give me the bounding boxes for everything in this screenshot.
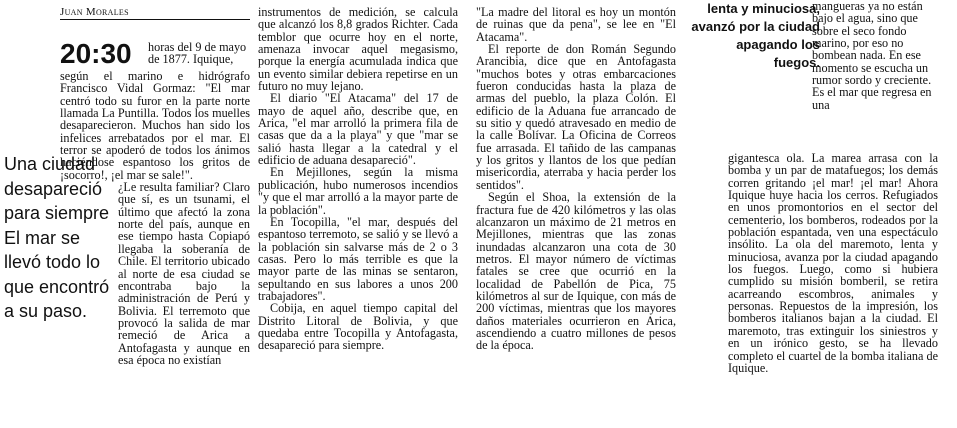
column-4-top: mangueras ya no están bajo el agua, sino que sobre el seco fondo marino, por eso no bombean nada. En ese momento se escucha un rumor sordo y creciente. Es el mar que regresa en una xyxy=(812,0,932,112)
col2-paragraph-1: instrumentos de medición, se calcula que alcanzó los 8,8 grados Richter. Cada temblor que ocurre hoy en el norte, amenaza invocar aquel megasismo, porque la energía acumulada indica que un evento similar debiera repetirse en un futuro no muy lejano. xyxy=(258,5,458,94)
col3-paragraph-2: El reporte de don Román Segundo Arancibia, dice que en Antofagasta "muchos botes y otras embarcaciones fueron conducidas hasta la plaza de armas del pueblo, la plaza Colón. El edificio de la Aduana fue arrancado de su sitio y quedó atravesado en medio de la calle Bolívar. La Oficina de Correos fue arrasada. El tañido de las campanas y los gritos y llantos de los que pedían misericordia, aterraba y hacia perder los sentidos". xyxy=(476,42,676,192)
column-3 xyxy=(476,6,676,352)
col2-paragraph-2: El diario "El Atacama" del 17 de mayo de aquel año, describe que, en Arica, "el mar arrolló la primera fila de casas que da a la playa" y que "mar se salió hasta llegar a la catedral y el edificio de aduana desapareció". xyxy=(258,91,458,168)
col2-paragraph-5: Cobija, en aquel tiempo capital del Distrito Litoral de Bolivia, y que quedaba entre Tocopilla y Antofagasta, desapareció para siempre. xyxy=(258,301,458,353)
subheading-quote: lenta y minuciosa, avanzó por la ciudad apagando los fuegos. xyxy=(691,1,820,70)
pull-quote: Una ciudad desapareció para siempre El mar se llevó todo lo que encontró a su paso. xyxy=(4,154,110,321)
column-2 xyxy=(258,6,458,352)
col1-paragraph-1: según el marino e hidrógrafo Francisco Vidal Gormaz: "El mar centró todo su furor en la parte norte llamada La Puntilla. Todos los muelles desaparecieron. Muchos han sido los infelices arrebatados por el mar. El terror se apoderó de todos los ánimos haciéndose espantoso los gritos de ¡socorro!, ¡el mar se sale!". xyxy=(60,69,250,182)
column-4 xyxy=(728,152,938,374)
time-lead: horas del 9 de mayo de 1877. Iquique, xyxy=(148,40,247,67)
time-headline: 20:30 xyxy=(60,38,132,69)
col3-paragraph-3: Según el Shoa, la extensión de la fractura fue de 420 kilómetros y las olas alcanzaron un máximo de 21 metros en Mejillones, mientras que las zonas inundadas alcanzaron una cota de 30 metros. El mayor número de víctimas fatales se cree que ocurrió en la localidad de Pabellón de Pica, 75 kilómetros al sur de Iquique, con más de 200 víctimas, mientras que los mayores daños materiales ocurrieron en Arica, ascendiendo a cuatro millones de pesos de la época. xyxy=(476,190,676,353)
col3-paragraph-1: "La madre del litoral es hoy un montón de ruinas que da pena", se lee en "El Atacama". xyxy=(476,5,676,44)
col2-paragraph-4: En Tocopilla, "el mar, después del espantoso terremoto, se salió y se llevó a la población sin salvarse más de 2 o 3 casas. Pero lo más terrible es que la mayor parte de las minas se sentaron, sepultando en sus labores a unos 200 trabajadores". xyxy=(258,214,458,303)
col1-paragraph-2: ¿Le resulta familiar? Claro que sí, es un tsunami, el último que afectó la zona norte del país, aunque en ese tiempo hasta Copiapó llegaba la soberanía de Chile. El territorio ubicado al norte de esa ciudad se encontraba bajo la administración de Perú y Bolivia. El terremoto que provocó la salida de mar remeció de Arica a Antofagasta y aunque en esa época no existían xyxy=(118,180,250,367)
col4-paragraph: gigantesca ola. La marea arrasa con la bomba y un par de matafuegos; los demás corren gritando ¡el mar! ¡el mar! Ahora Iquique huye hacia los cerros. Refugiados en unos promontorios en el sector del cementerio, los bomberos, rodeados por la población espantada, ven una espectáculo insólito. La ola del maremoto, lenta y minuciosa, avanza por la ciudad apagando los fuegos. Luego, como si hubiera cumplido su misión bomberil, se retira acarreando escombros, animales y personas. Repuestos de la impresión, los bomberos italianos bajan a la ciudad. El maremoto, tras extinguir los siniestros y en un irónico gesto, se ha llevado completo el cuartel de la bomba italiana de Iquique. xyxy=(728,151,938,375)
column-1 xyxy=(60,70,250,366)
col2-paragraph-3: En Mejillones, según la misma publicación, hubo numerosos incendios "y que el mar arrolló a la mayor parte de la población". xyxy=(258,165,458,217)
byline: Juan Morales xyxy=(60,6,250,20)
